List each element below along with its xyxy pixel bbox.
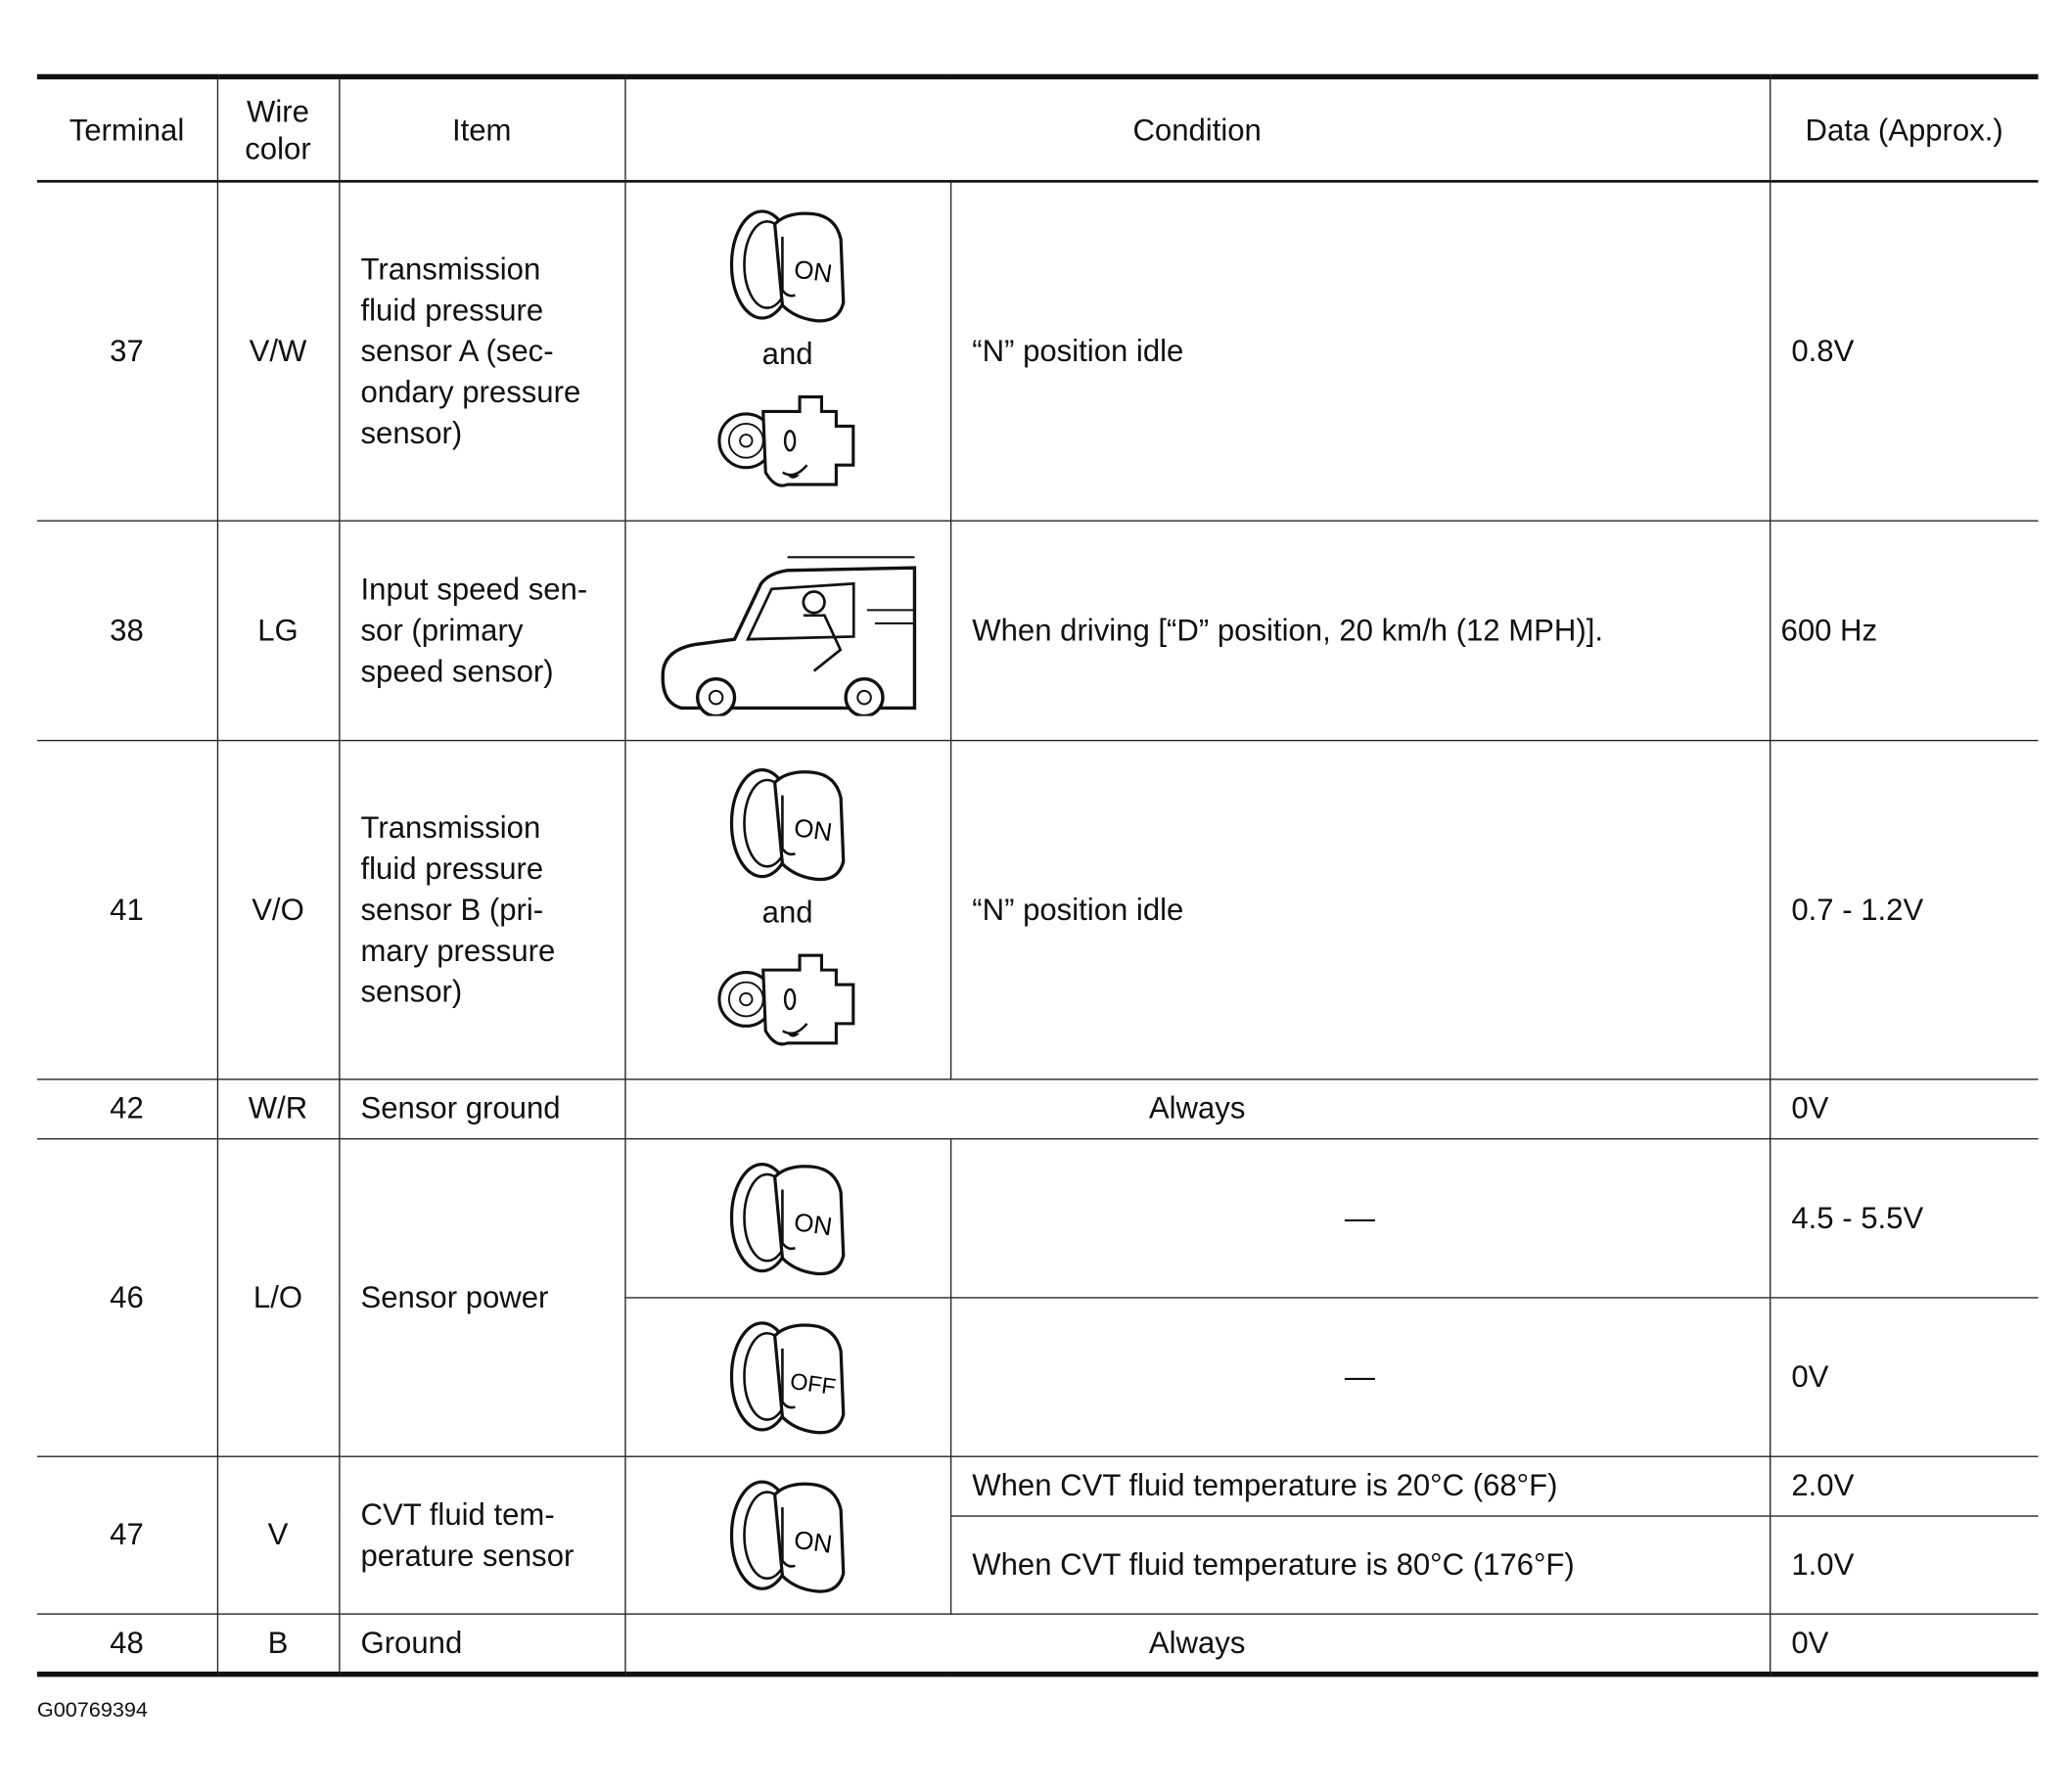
table-row	[37, 1456, 2039, 1516]
terminal-cell: 42	[37, 1079, 217, 1138]
terminal-cell: 38	[37, 520, 217, 739]
wire-color-cell: V	[217, 1456, 339, 1614]
terminal-cell: 37	[37, 181, 217, 520]
ignition-on-icon	[714, 759, 860, 887]
wire-color-cell: B	[217, 1613, 339, 1674]
item-cell: CVT fluid tem-perature sensor	[339, 1456, 624, 1614]
condition-icon-cell	[624, 1138, 950, 1297]
terminal-cell: 46	[37, 1138, 217, 1456]
wire-color-cell: W/R	[217, 1079, 339, 1138]
header-item: Item	[339, 76, 624, 181]
header-wire-color: Wire color	[217, 76, 339, 181]
data-value-cell: 0.8V	[1770, 181, 2039, 520]
wire-color-cell: V/O	[217, 740, 339, 1079]
table-row	[37, 181, 2039, 520]
condition-icon-cell	[624, 520, 950, 739]
condition-icon-cell	[624, 181, 950, 520]
wire-color-cell: LG	[217, 520, 339, 739]
data-value-cell: 4.5 - 5.5V	[1770, 1138, 2039, 1297]
item-cell: Sensor power	[339, 1138, 624, 1456]
item-cell: Transmission fluid pressure sensor A (sec-ondary pressure sensor)	[339, 181, 624, 520]
header-data: Data (Approx.)	[1770, 76, 2039, 181]
item-cell: Transmission fluid pressure sensor B (pri-mary pressure sensor)	[339, 740, 624, 1079]
data-value-cell: 0V	[1770, 1297, 2039, 1455]
condition-cell: Always	[624, 1613, 1770, 1674]
data-value-cell: 1.0V	[1770, 1515, 2039, 1613]
condition-cell: “N” position idle	[950, 181, 1770, 520]
and-label: and	[761, 894, 813, 929]
data-value-cell: 2.0V	[1770, 1456, 2039, 1516]
figure-code: G00769394	[36, 1699, 148, 1723]
condition-cell: “N” position idle	[950, 740, 1770, 1079]
header-condition: Condition	[624, 76, 1770, 181]
terminal-cell: 41	[37, 740, 217, 1079]
ignition-on-icon	[714, 1471, 860, 1598]
ignition-on-icon	[714, 1154, 860, 1281]
item-cell: Input speed sen-sor (primary speed sensor)	[339, 520, 624, 739]
driving-car-icon	[655, 544, 919, 716]
data-value-cell: 0V	[1770, 1613, 2039, 1674]
condition-cell: —	[950, 1138, 1770, 1297]
condition-cell: —	[950, 1297, 1770, 1455]
and-label: and	[761, 336, 813, 371]
condition-cell: When CVT fluid temperature is 20°C (68°F)	[950, 1456, 1770, 1516]
terminal-data-table	[37, 74, 2039, 1677]
wire-color-cell: V/W	[217, 181, 339, 520]
table-header-row	[37, 76, 2039, 181]
engine-running-icon	[704, 938, 870, 1059]
wire-color-cell: L/O	[217, 1138, 339, 1456]
terminal-cell: 47	[37, 1456, 217, 1614]
condition-icon-cell	[624, 740, 950, 1079]
svg-text:ON: ON	[792, 253, 835, 289]
table-row	[37, 1079, 2039, 1138]
table-row	[37, 520, 2039, 739]
svg-text:OFF: OFF	[788, 1367, 838, 1401]
terminal-cell: 48	[37, 1613, 217, 1674]
table-row	[37, 740, 2039, 1079]
data-value-cell: 0.7 - 1.2V	[1770, 740, 2039, 1079]
condition-cell: When driving [“D” position, 20 km/h (12 MPH)].	[950, 520, 1770, 739]
svg-text:ON: ON	[792, 1524, 835, 1559]
svg-text:ON: ON	[792, 1207, 835, 1242]
ignition-off-icon	[714, 1312, 860, 1440]
ignition-on-icon	[714, 201, 860, 328]
svg-text:ON: ON	[792, 811, 835, 847]
condition-cell: When CVT fluid temperature is 80°C (176°F)	[950, 1515, 1770, 1613]
condition-icon-cell	[624, 1297, 950, 1455]
header-terminal: Terminal	[37, 76, 217, 181]
condition-cell: Always	[624, 1079, 1770, 1138]
data-value-cell: 600 Hz	[1770, 520, 2039, 739]
table-row	[37, 1613, 2039, 1674]
table-row	[37, 1138, 2039, 1297]
item-cell: Sensor ground	[339, 1079, 624, 1138]
item-cell: Ground	[339, 1613, 624, 1674]
data-value-cell: 0V	[1770, 1079, 2039, 1138]
condition-icon-cell	[624, 1456, 950, 1614]
engine-running-icon	[704, 380, 870, 501]
